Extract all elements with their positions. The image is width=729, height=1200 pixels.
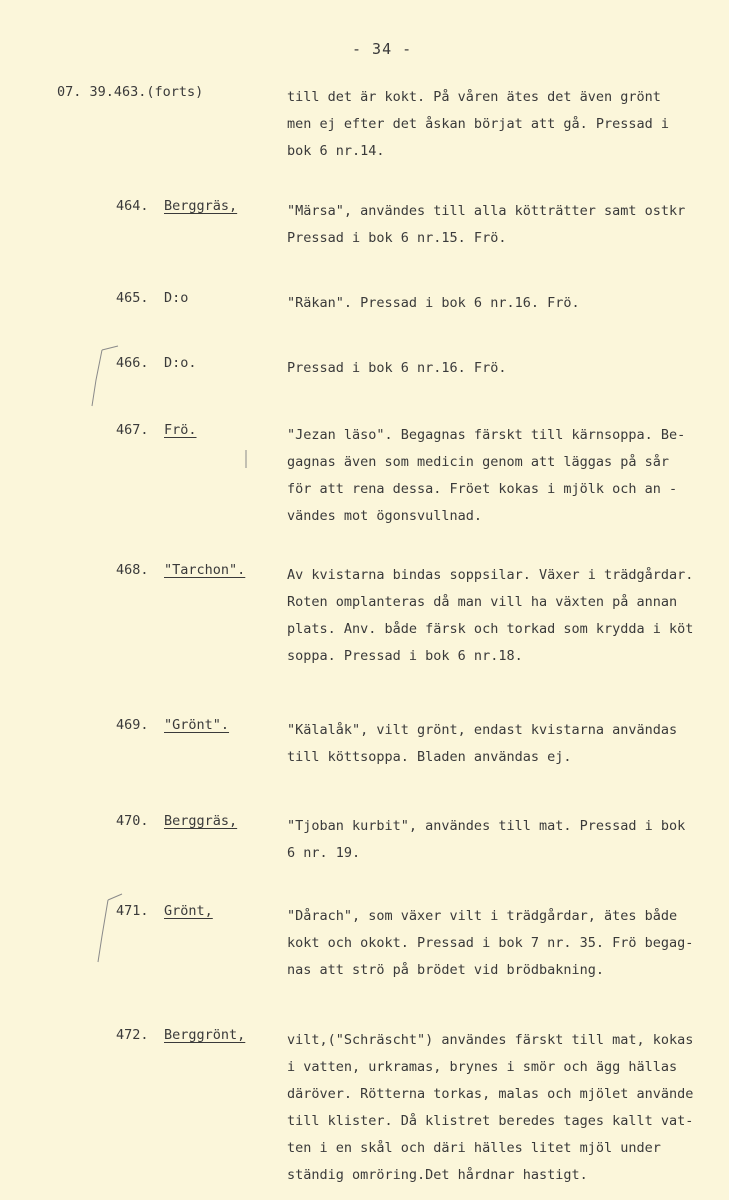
entry-number: 467. xyxy=(116,422,149,438)
text-line: Av kvistarna bindas soppsilar. Växer i trädgårdar. xyxy=(287,567,694,583)
text-line: vilt,("Schräscht") användes färskt till mat, kokas xyxy=(287,1032,694,1048)
text-line: "Kälalåk", vilt grönt, endast kvistarna användas xyxy=(287,722,678,738)
entry-number: 472. xyxy=(116,1027,149,1043)
entry-description xyxy=(287,1027,729,1189)
entry-name: "Tarchon". xyxy=(164,562,246,578)
text-line: "Märsa", användes till alla kötträtter samt ostkr xyxy=(287,203,686,219)
entry-name: Berggräs, xyxy=(164,198,238,214)
text-line: Pressad i bok 6 nr.15. Frö. xyxy=(287,230,507,246)
text-line: ten i en skål och däri hälles litet mjöl under xyxy=(287,1140,661,1156)
text-line: vändes mot ögonsvullnad. xyxy=(287,508,483,524)
entry-description xyxy=(287,84,729,165)
text-line: Pressad i bok 6 nr.16. Frö. xyxy=(287,360,507,376)
entry-number: 471. xyxy=(116,903,149,919)
entry-number: 465. xyxy=(116,290,149,306)
page-number: - 34 - xyxy=(352,40,413,58)
entry-number: 470. xyxy=(116,813,149,829)
pencil-mark-471 xyxy=(92,888,132,968)
entry-name: D:o. xyxy=(164,355,197,371)
entry-number: 468. xyxy=(116,562,149,578)
text-line: Roten omplanteras då man vill ha växten på annan xyxy=(287,594,678,610)
entry-description xyxy=(287,562,729,670)
pencil-mark-466 xyxy=(88,340,128,410)
text-line: för att rena dessa. Fröet kokas i mjölk och an - xyxy=(287,481,678,497)
text-line: "Jezan läso". Begagnas färskt till kärnsoppa. Be- xyxy=(287,427,686,443)
text-line: "Räkan". Pressad i bok 6 nr.16. Frö. xyxy=(287,295,580,311)
entry-name: Berggräs, xyxy=(164,813,238,829)
text-line: till klister. Då klistret beredes tages kallt vat- xyxy=(287,1113,694,1129)
entry-name: Frö. xyxy=(164,422,197,438)
entry-number: 464. xyxy=(116,198,149,214)
entry-description xyxy=(287,355,729,382)
text-line: bok 6 nr.14. xyxy=(287,143,385,159)
text-line: i vatten, urkramas, brynes i smör och ägg hällas xyxy=(287,1059,678,1075)
text-line: "Tjoban kurbit", användes till mat. Pressad i bok xyxy=(287,818,686,834)
entry-name: Grönt, xyxy=(164,903,213,919)
entry-name: "Grönt". xyxy=(164,717,230,733)
text-line: till köttsoppa. Bladen användas ej. xyxy=(287,749,572,765)
entry-number: 07. 39.463.(forts) xyxy=(57,84,204,100)
entry-number: 466. xyxy=(116,355,149,371)
text-line: till det är kokt. På våren ätes det även grönt xyxy=(287,89,661,105)
text-line: "Dårach", som växer vilt i trädgårdar, ätes både xyxy=(287,908,678,924)
entry-description xyxy=(287,290,729,317)
entry-description xyxy=(287,717,729,771)
text-line: kokt och okokt. Pressad i bok 7 nr. 35. Frö begag- xyxy=(287,935,694,951)
text-line: nas att strö på brödet vid brödbakning. xyxy=(287,962,604,978)
text-line: men ej efter det åskan börjat att gå. Pressad i xyxy=(287,116,670,132)
entry-number: 469. xyxy=(116,717,149,733)
entry-description xyxy=(287,198,729,252)
entry-description xyxy=(287,813,729,867)
text-line: gagnas även som medicin genom att läggas på sår xyxy=(287,454,670,470)
text-line: ständig omröring.Det hårdnar hastigt. xyxy=(287,1167,588,1183)
text-line: däröver. Rötterna torkas, malas och mjölet använde xyxy=(287,1086,694,1102)
entry-name: D:o xyxy=(164,290,189,306)
entry-name: Berggrönt, xyxy=(164,1027,246,1043)
text-line: 6 nr. 19. xyxy=(287,845,361,861)
text-line: soppa. Pressad i bok 6 nr.18. xyxy=(287,648,523,664)
pencil-mark-tick xyxy=(236,448,256,478)
entry-description xyxy=(287,903,729,984)
text-line: plats. Anv. både färsk och torkad som krydda i köt xyxy=(287,621,694,637)
entry-description xyxy=(287,422,729,530)
